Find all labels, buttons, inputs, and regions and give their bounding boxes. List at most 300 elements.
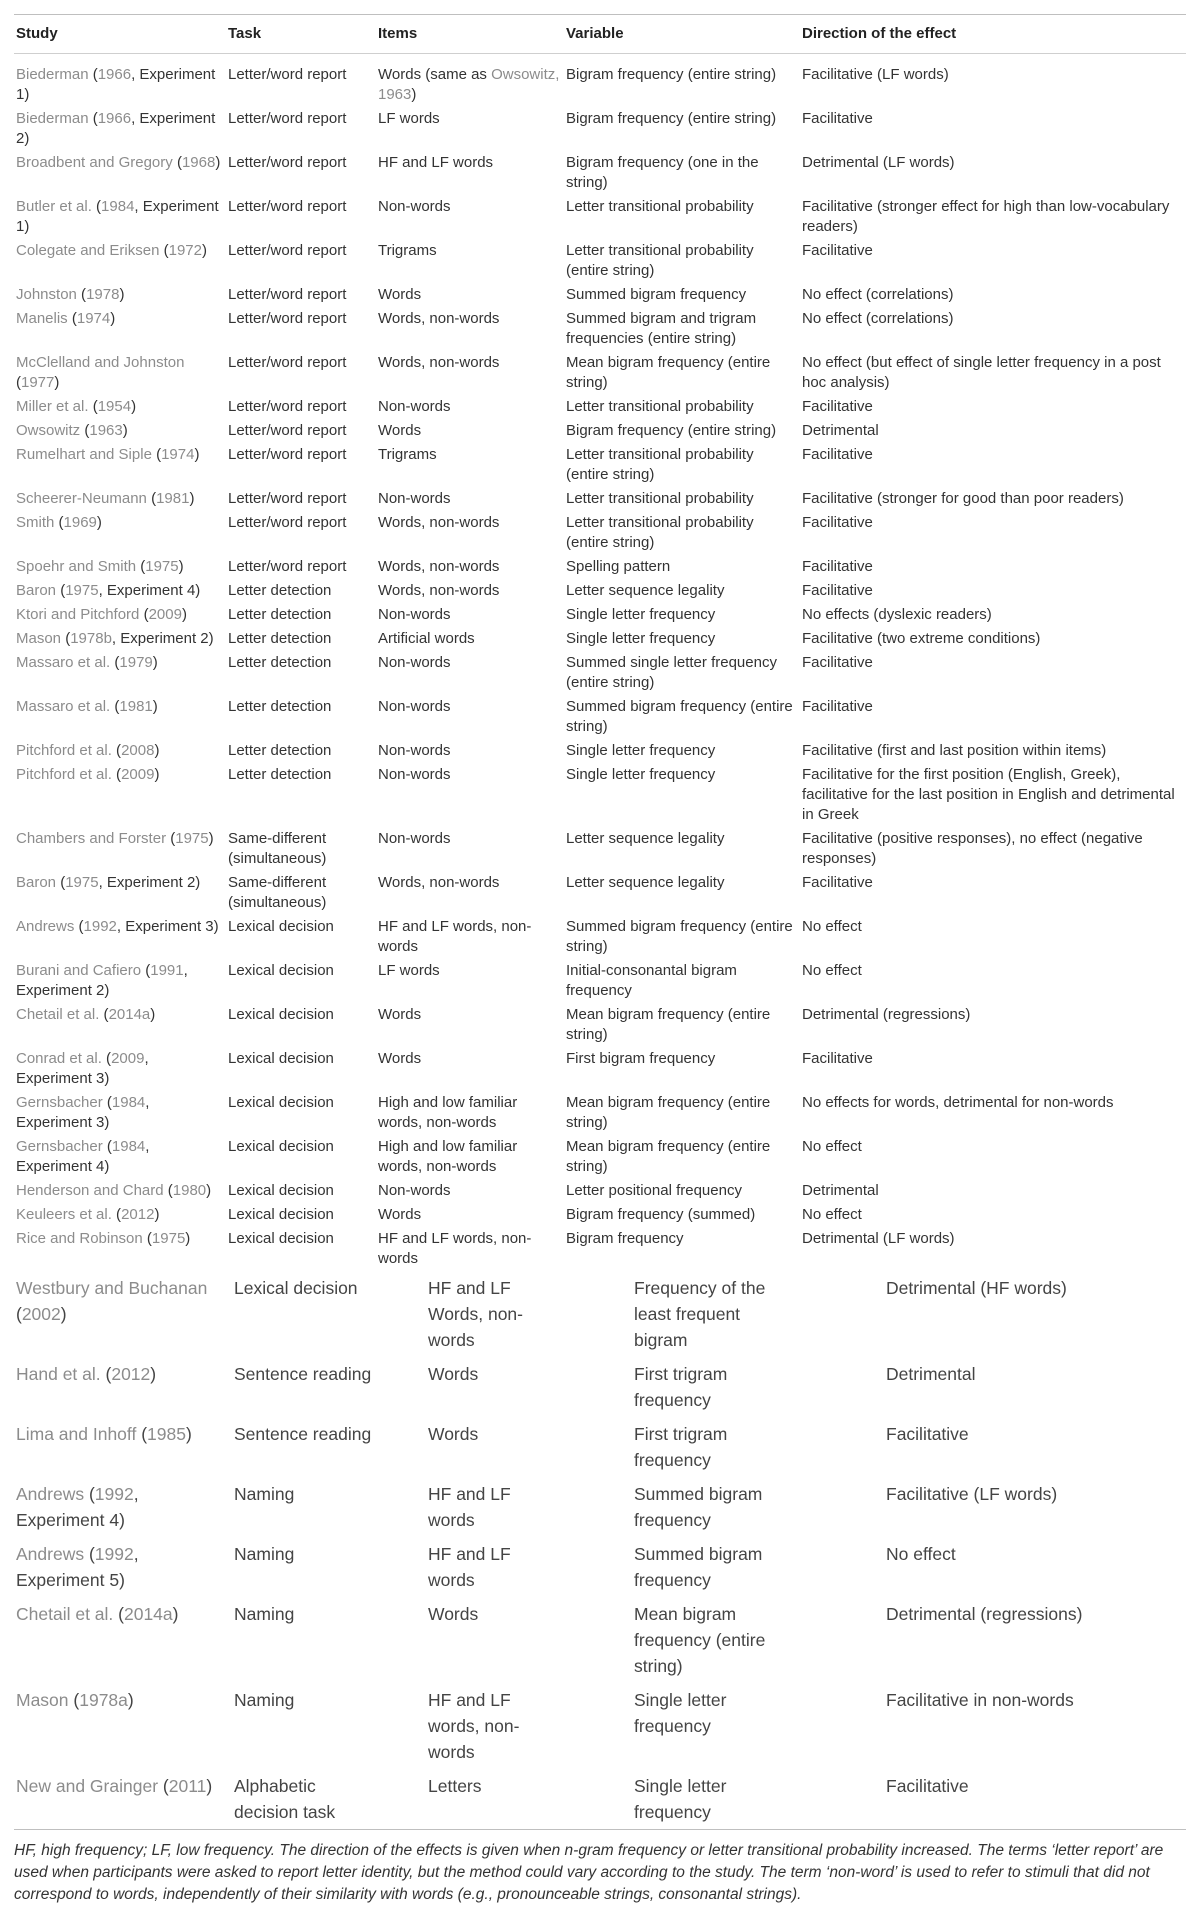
citation-link[interactable]: Johnston	[16, 286, 77, 303]
task-cell: Lexical decision	[228, 1050, 334, 1067]
cell-text: HF and LF Words, non-words	[428, 1278, 523, 1350]
citation-link[interactable]: 2008	[121, 742, 155, 759]
cell-text: (	[76, 286, 87, 303]
items-cell	[376, 239, 564, 283]
variable-cell: Bigram frequency (one in the string)	[566, 154, 759, 191]
cell-text: HF and LF words, non-words	[378, 1230, 532, 1267]
effect-cell: Detrimental (HF words)	[886, 1278, 1067, 1298]
cell-text: (	[146, 490, 157, 507]
citation-link[interactable]: 1981	[119, 698, 153, 715]
study-cell	[14, 1047, 226, 1091]
cell-text: (	[172, 154, 182, 171]
studies-table	[14, 15, 1186, 1829]
table-row	[14, 1683, 1186, 1769]
cell-text: Words	[428, 1424, 479, 1444]
effect-cell: No effect (correlations)	[802, 286, 954, 303]
cell-text: )	[54, 374, 60, 391]
citation-link[interactable]: Colegate and Eriksen	[16, 242, 160, 259]
citation-link[interactable]: Chetail et al.	[16, 1006, 100, 1023]
citation-link[interactable]: Owsowitz, 1963	[378, 66, 560, 103]
effect-cell: Facilitative	[802, 874, 873, 891]
table-row	[14, 1417, 1186, 1477]
citation-link[interactable]: 1963	[89, 422, 123, 439]
cell-text: HF and LF words	[428, 1544, 511, 1590]
cell-text: , Experiment 3)	[116, 918, 219, 935]
citation-link[interactable]: Mason	[16, 1690, 69, 1710]
citation-link[interactable]: 1977	[21, 374, 55, 391]
cell-text: )	[411, 86, 417, 103]
effect-cell: Facilitative	[802, 446, 873, 463]
study-cell	[14, 1537, 226, 1597]
citation-link[interactable]: Chetail et al.	[16, 1604, 114, 1624]
cell-text: (	[68, 1690, 80, 1710]
cell-text: Trigrams	[378, 242, 437, 259]
citation-link[interactable]: 2009	[111, 1050, 145, 1067]
table-row	[14, 195, 1186, 239]
cell-text: HF and LF words, non-words	[428, 1690, 520, 1762]
task-cell: Lexical decision	[228, 1094, 334, 1111]
effect-cell: Facilitative	[886, 1424, 969, 1444]
task-cell: Letter/word report	[228, 514, 347, 531]
citation-link[interactable]: 2012	[121, 1206, 155, 1223]
citation-link[interactable]: Andrews	[16, 1544, 85, 1564]
cell-text: Non-words	[378, 398, 451, 415]
table-row	[14, 871, 1186, 915]
cell-text: (	[163, 1182, 173, 1199]
items-cell	[376, 651, 564, 695]
cell-text: , Experiment 2)	[16, 110, 216, 147]
effect-cell: Facilitative	[802, 242, 873, 259]
cell-text: (	[110, 698, 120, 715]
items-cell	[376, 1417, 564, 1477]
effect-cell: Facilitative	[802, 654, 873, 671]
effect-cell: Detrimental (regressions)	[802, 1006, 971, 1023]
cell-text: HF and LF words, non-words	[378, 918, 532, 955]
effect-cell: No effects for words, detrimental for non-words	[802, 1094, 1114, 1111]
cell-text: (	[16, 374, 21, 391]
cell-text: (	[61, 630, 71, 647]
task-cell: Lexical decision	[228, 1230, 334, 1247]
cell-text: )	[185, 1424, 192, 1444]
task-cell: Letter/word report	[228, 558, 347, 575]
variable-cell: Mean bigram frequency (entire string)	[566, 1138, 771, 1175]
citation-link[interactable]: 2014a	[108, 1006, 151, 1023]
study-cell	[14, 1227, 226, 1271]
citation-link[interactable]: 1968	[181, 154, 216, 171]
citation-link[interactable]: Baron	[16, 874, 57, 891]
citation-link[interactable]: Pitchford et al.	[16, 766, 112, 783]
citation-link[interactable]: Conrad et al.	[16, 1050, 102, 1067]
cell-text: (	[151, 446, 162, 463]
cell-text: Words	[378, 422, 422, 439]
variable-cell: Single letter frequency	[566, 766, 716, 783]
items-cell	[376, 1597, 564, 1683]
cell-text: Non-words	[378, 766, 451, 783]
variable-cell: Letter sequence legality	[566, 874, 725, 891]
citation-link[interactable]: 1992	[83, 918, 117, 935]
task-cell: Sentence reading	[234, 1364, 372, 1384]
task-cell: Naming	[234, 1544, 295, 1564]
citation-link[interactable]: 1966	[97, 110, 132, 127]
table-row	[14, 239, 1186, 283]
citation-link[interactable]: 1972	[168, 242, 202, 259]
items-cell	[376, 307, 564, 351]
cell-text: Non-words	[378, 742, 451, 759]
effect-cell: Facilitative	[802, 398, 873, 415]
cell-text: )	[206, 1776, 213, 1796]
cell-text: (	[84, 1544, 95, 1564]
cell-text: )	[152, 698, 158, 715]
citation-link[interactable]: 2009	[148, 606, 182, 623]
effect-cell: Facilitative in non-words	[886, 1690, 1074, 1710]
citation-link[interactable]: 1979	[119, 654, 153, 671]
citation-link[interactable]: Gernsbacher	[16, 1138, 103, 1155]
citation-link[interactable]: 2012	[111, 1364, 151, 1384]
cell-text: Words, non-words	[378, 874, 500, 891]
table-row	[14, 1047, 1186, 1091]
citation-link[interactable]: 1978	[86, 286, 120, 303]
items-cell	[376, 1203, 564, 1227]
effect-cell: Facilitative (stronger for good than poor readers)	[802, 490, 1124, 507]
items-cell	[376, 443, 564, 487]
cell-text: , Experiment 3)	[16, 1094, 150, 1131]
cell-text: (	[139, 606, 149, 623]
citation-link[interactable]: Biederman	[16, 110, 89, 127]
variable-cell: Bigram frequency (entire string)	[566, 110, 777, 127]
citation-link[interactable]: 1978b	[70, 630, 112, 647]
task-cell: Letter detection	[228, 630, 332, 647]
table-row	[14, 511, 1186, 555]
citation-link[interactable]: Massaro et al.	[16, 654, 111, 671]
table-row	[14, 1203, 1186, 1227]
variable-cell: Bigram frequency	[566, 1230, 684, 1247]
items-cell	[376, 1477, 564, 1537]
variable-cell: Mean bigram frequency (entire string)	[566, 354, 771, 391]
items-cell	[376, 555, 564, 579]
citation-link[interactable]: Andrews	[16, 918, 75, 935]
variable-cell: Summed single letter frequency (entire string)	[566, 654, 777, 691]
study-cell	[14, 151, 226, 195]
citation-link[interactable]: 1978a	[79, 1690, 128, 1710]
variable-cell: Single letter frequency	[566, 742, 716, 759]
cell-text: (	[111, 1206, 122, 1223]
cell-text: (	[141, 962, 151, 979]
study-cell	[14, 443, 226, 487]
cell-text: (	[88, 66, 98, 83]
items-cell	[376, 419, 564, 443]
effect-cell: No effect (but effect of single letter frequency in a post hoc analysis)	[802, 354, 1161, 391]
cell-text: (	[111, 742, 122, 759]
citation-link[interactable]: 1984	[111, 1138, 146, 1155]
cell-text: )	[178, 558, 184, 575]
cell-text: (	[159, 242, 169, 259]
cell-text: (	[166, 830, 176, 847]
items-cell	[376, 511, 564, 555]
effect-cell: No effect	[802, 1206, 862, 1223]
cell-text: (	[111, 766, 122, 783]
cell-text: (	[113, 1604, 124, 1624]
task-cell: Letter detection	[228, 766, 332, 783]
citation-link[interactable]: 2011	[168, 1776, 207, 1796]
items-cell	[376, 351, 564, 395]
table-row	[14, 603, 1186, 627]
citation-link[interactable]: 1980	[172, 1182, 207, 1199]
citation-link[interactable]: Spoehr and Smith	[16, 558, 137, 575]
cell-text: (	[80, 422, 90, 439]
items-cell	[376, 739, 564, 763]
study-cell	[14, 651, 226, 695]
variable-cell: Frequency of the least frequent bigram	[634, 1278, 766, 1350]
citation-link[interactable]: Broadbent and Gregory	[16, 154, 173, 171]
cell-text: LF words	[378, 110, 440, 127]
citation-link[interactable]: Gernsbacher	[16, 1094, 103, 1111]
citation-link[interactable]: Keuleers et al.	[16, 1206, 112, 1223]
cell-text: (	[136, 558, 146, 575]
study-cell	[14, 1135, 226, 1179]
citation-link[interactable]: 2009	[121, 766, 155, 783]
citation-link[interactable]: Rumelhart and Siple	[16, 446, 152, 463]
cell-text: (	[158, 1776, 169, 1796]
citation-link[interactable]: Ktori and Pitchford	[16, 606, 140, 623]
study-cell	[14, 959, 226, 1003]
study-cell	[14, 351, 226, 395]
citation-link[interactable]: Lima and Inhoff	[16, 1424, 137, 1444]
citation-link[interactable]: 1974	[76, 310, 111, 327]
citation-link[interactable]: 1954	[97, 398, 132, 415]
citation-link[interactable]: 2014a	[123, 1604, 173, 1624]
cell-text: Words (same as	[378, 66, 492, 83]
cell-text: Artificial words	[378, 630, 475, 647]
task-cell: Lexical decision	[228, 1206, 334, 1223]
table-row	[14, 695, 1186, 739]
table-row	[14, 1597, 1186, 1683]
cell-text: )	[131, 398, 137, 415]
citation-link[interactable]: Scheerer-Neumann	[16, 490, 147, 507]
cell-text: , Experiment 1)	[16, 66, 216, 103]
variable-cell: Summed bigram and trigram frequencies (entire string)	[566, 310, 757, 347]
study-cell	[14, 1769, 226, 1829]
table-row	[14, 1271, 1186, 1357]
cell-text: )	[122, 422, 128, 439]
study-cell	[14, 1597, 226, 1683]
items-cell	[376, 395, 564, 419]
study-cell	[14, 1477, 226, 1537]
items-cell	[376, 1091, 564, 1135]
citation-link[interactable]: Manelis	[16, 310, 68, 327]
citation-link[interactable]: Hand et al.	[16, 1364, 101, 1384]
task-cell: Naming	[234, 1604, 295, 1624]
cell-text: (	[142, 1230, 152, 1247]
variable-cell: Mean bigram frequency (entire string)	[566, 1006, 771, 1043]
citation-link[interactable]: Butler et al.	[16, 198, 92, 215]
items-cell	[376, 827, 564, 871]
cell-text: (	[67, 310, 77, 327]
items-cell	[376, 1003, 564, 1047]
header-items: Items	[376, 15, 564, 54]
effect-cell: No effects (dyslexic readers)	[802, 606, 992, 623]
study-cell	[14, 763, 226, 827]
cell-text: )	[150, 1006, 156, 1023]
task-cell: Letter detection	[228, 742, 332, 759]
citation-link[interactable]: Henderson and Chard	[16, 1182, 164, 1199]
citation-link[interactable]: 1992	[94, 1544, 134, 1564]
citation-link[interactable]: Westbury and Buchanan	[16, 1278, 208, 1298]
items-cell	[376, 627, 564, 651]
citation-link[interactable]: 1984	[111, 1094, 146, 1111]
variable-cell: Bigram frequency (summed)	[566, 1206, 756, 1223]
citation-link[interactable]: Baron	[16, 582, 57, 599]
citation-link[interactable]: 1975	[145, 558, 179, 575]
task-cell: Lexical decision	[228, 918, 334, 935]
items-cell	[376, 487, 564, 511]
cell-text: )	[150, 1364, 157, 1384]
citation-link[interactable]: Biederman	[16, 66, 89, 83]
effect-cell: Facilitative	[802, 582, 873, 599]
cell-text: High and low familiar words, non-words	[378, 1094, 518, 1131]
items-cell	[376, 107, 564, 151]
table-row	[14, 1003, 1186, 1047]
citation-link[interactable]: 1975	[151, 1230, 186, 1247]
page	[14, 14, 1186, 1906]
citation-link[interactable]: Massaro et al.	[16, 698, 111, 715]
study-cell	[14, 1271, 226, 1357]
task-cell: Letter/word report	[228, 446, 347, 463]
table-row	[14, 763, 1186, 827]
effect-cell: Facilitative (stronger effect for high than low-vocabulary readers)	[802, 198, 1170, 235]
effect-cell: Facilitative (LF words)	[802, 66, 949, 83]
cell-text: (	[56, 582, 66, 599]
variable-cell: Bigram frequency (entire string)	[566, 422, 777, 439]
variable-cell: Summed bigram frequency	[634, 1484, 763, 1530]
task-cell: Same-different (simultaneous)	[228, 874, 327, 911]
variable-cell: Letter transitional probability (entire string)	[566, 242, 754, 279]
cell-text: )	[96, 514, 102, 531]
items-cell	[376, 695, 564, 739]
cell-text: , Experiment 4)	[98, 582, 201, 599]
cell-text: )	[194, 446, 200, 463]
study-cell	[14, 487, 226, 511]
task-cell: Letter detection	[228, 654, 332, 671]
variable-cell: Letter transitional probability (entire string)	[566, 514, 754, 551]
study-cell	[14, 871, 226, 915]
citation-link[interactable]: Pitchford et al.	[16, 742, 112, 759]
citation-link[interactable]: 1975	[175, 830, 209, 847]
table-row	[14, 107, 1186, 151]
effect-cell: Facilitative	[802, 558, 873, 575]
cell-text: Words	[378, 286, 422, 303]
table-row	[14, 651, 1186, 695]
cell-text: Words	[378, 1206, 422, 1223]
study-cell	[14, 307, 226, 351]
cell-text: )	[152, 654, 158, 671]
table-row	[14, 443, 1186, 487]
table-row	[14, 1179, 1186, 1203]
effect-cell: Detrimental	[802, 422, 879, 439]
table-row	[14, 54, 1186, 108]
citation-link[interactable]: 1981	[156, 490, 190, 507]
variable-cell: Letter transitional probability	[566, 398, 754, 415]
citation-link[interactable]: 1991	[150, 962, 184, 979]
variable-cell: Letter transitional probability	[566, 198, 754, 215]
citation-link[interactable]: New and Grainger	[16, 1776, 159, 1796]
citation-link[interactable]: Miller et al.	[16, 398, 89, 415]
study-cell	[14, 511, 226, 555]
effect-cell: Facilitative	[802, 110, 873, 127]
table-body	[14, 54, 1186, 1830]
cell-text: Non-words	[378, 606, 451, 623]
citation-link[interactable]: Owsowitz	[16, 422, 81, 439]
citation-link[interactable]: Burani and Cafiero	[16, 962, 142, 979]
items-cell	[376, 763, 564, 827]
citation-link[interactable]: Andrews	[16, 1484, 85, 1504]
cell-text: )	[172, 1604, 179, 1624]
table-row	[14, 959, 1186, 1003]
header-study: Study	[14, 15, 226, 54]
cell-text: (	[99, 1006, 109, 1023]
items-cell	[376, 871, 564, 915]
citation-link[interactable]: Mason	[16, 630, 62, 647]
effect-cell: Facilitative (positive responses), no effect (negative responses)	[802, 830, 1143, 867]
cell-text: )	[181, 606, 187, 623]
cell-text: , Experiment 3)	[16, 1050, 149, 1087]
citation-link[interactable]: 1992	[94, 1484, 134, 1504]
task-cell: Same-different (simultaneous)	[228, 830, 327, 867]
cell-text: (	[91, 198, 102, 215]
items-cell	[376, 959, 564, 1003]
citation-link[interactable]: 2002	[21, 1304, 61, 1324]
cell-text: Letters	[428, 1776, 482, 1796]
cell-text: (	[101, 1050, 112, 1067]
study-cell	[14, 54, 226, 108]
items-cell	[376, 283, 564, 307]
study-cell	[14, 627, 226, 651]
items-cell	[376, 1769, 564, 1829]
cell-text: , Experiment 4)	[16, 1484, 139, 1530]
citation-link[interactable]: Chambers and Forster	[16, 830, 167, 847]
cell-text: HF and LF words	[428, 1484, 511, 1530]
items-cell	[376, 579, 564, 603]
citation-link[interactable]: 1969	[63, 514, 97, 531]
table-row	[14, 1537, 1186, 1597]
table-row	[14, 555, 1186, 579]
citation-link[interactable]: Rice and Robinson	[16, 1230, 143, 1247]
citation-link[interactable]: McClelland and Johnston	[16, 354, 185, 371]
table-row	[14, 579, 1186, 603]
table-row	[14, 351, 1186, 395]
table-container	[14, 14, 1186, 1830]
items-cell	[376, 1357, 564, 1417]
task-cell: Alphabetic decision task	[234, 1776, 336, 1822]
items-cell	[376, 151, 564, 195]
cell-text: Words	[428, 1604, 479, 1624]
citation-link[interactable]: 1966	[97, 66, 132, 83]
items-cell	[376, 1683, 564, 1769]
citation-link[interactable]: 1974	[161, 446, 195, 463]
citation-link[interactable]: 1984	[101, 198, 135, 215]
task-cell: Letter/word report	[228, 66, 347, 83]
cell-text: Non-words	[378, 698, 451, 715]
study-cell	[14, 603, 226, 627]
citation-link[interactable]: Smith	[16, 514, 55, 531]
citation-link[interactable]: 1975	[65, 874, 99, 891]
citation-link[interactable]: 1985	[147, 1424, 186, 1444]
task-cell: Letter/word report	[228, 398, 347, 415]
table-row	[14, 1091, 1186, 1135]
citation-link[interactable]: 1975	[65, 582, 99, 599]
cell-text: (	[54, 514, 64, 531]
cell-text: )	[201, 242, 207, 259]
study-cell	[14, 827, 226, 871]
